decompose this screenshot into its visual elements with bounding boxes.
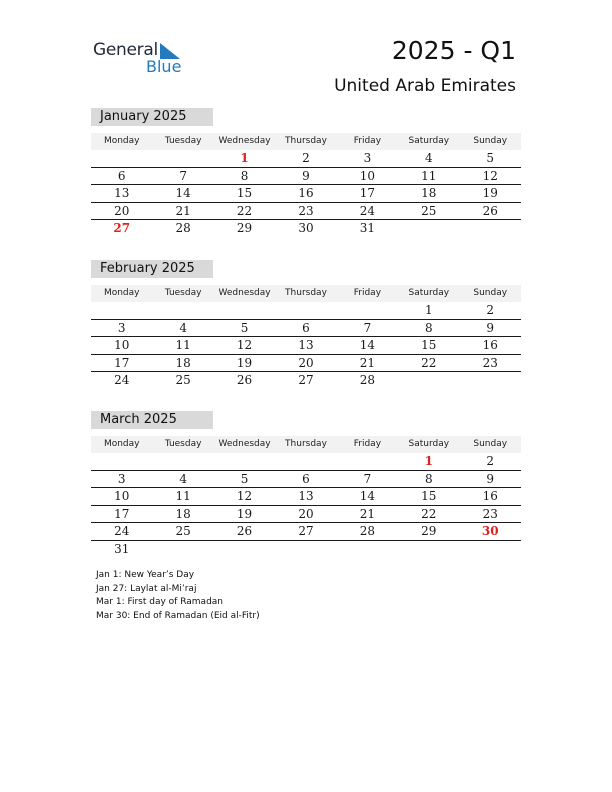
day-cell: 24 xyxy=(114,524,130,538)
empty-day-cell xyxy=(91,453,152,470)
day-cell: 27 xyxy=(298,373,314,387)
day-cell: 20 xyxy=(298,355,314,370)
day-cell: 4 xyxy=(179,320,187,335)
day-cell: 2 xyxy=(486,303,495,317)
week-row xyxy=(91,523,521,541)
weekday-label: Sunday xyxy=(473,288,508,298)
week-row xyxy=(91,337,521,355)
day-cell: 7 xyxy=(179,168,187,183)
day-cell: 10 xyxy=(114,338,130,352)
day-cell: 11 xyxy=(175,338,191,352)
month-title: January 2025 xyxy=(91,108,213,126)
day-cell: 4 xyxy=(179,471,187,486)
holiday-note: Mar 30: End of Ramadan (Eid al-Fitr) xyxy=(96,610,260,621)
day-cell: 12 xyxy=(236,338,253,352)
day-cell: 17 xyxy=(114,506,130,521)
day-cell: 11 xyxy=(175,489,191,503)
weekday-header-row xyxy=(91,436,521,453)
day-cell: 13 xyxy=(298,489,314,503)
day-cell: 5 xyxy=(240,320,249,335)
empty-day-cell xyxy=(152,453,213,470)
holiday-note: Mar 1: First day of Ramadan xyxy=(96,597,223,607)
empty-day-cell xyxy=(152,150,213,167)
page-title: 2025 - Q1 xyxy=(391,36,516,65)
day-cell: 14 xyxy=(359,489,376,503)
weekday-label: Monday xyxy=(103,288,140,298)
month-title: March 2025 xyxy=(91,411,213,429)
weekday-label: Wednesday xyxy=(218,136,271,146)
empty-day-cell xyxy=(275,302,336,319)
day-cell: 23 xyxy=(298,203,314,218)
day-cell: 31 xyxy=(114,541,130,556)
holiday-note: Jan 1: New Year’s Day xyxy=(96,570,195,580)
day-cell: 1 xyxy=(425,303,433,317)
day-cell: 12 xyxy=(236,489,253,503)
week-row xyxy=(91,488,521,506)
logo xyxy=(93,40,193,80)
empty-day-cell xyxy=(275,541,336,558)
empty-day-cell xyxy=(460,541,521,558)
day-cell: 9 xyxy=(486,471,495,486)
weekday-header-row xyxy=(91,285,521,302)
day-cell: 1 xyxy=(240,151,249,165)
weekday-label: Friday xyxy=(353,136,382,146)
week-row xyxy=(91,541,521,558)
day-cell: 27 xyxy=(113,221,131,235)
day-cell: 10 xyxy=(114,489,130,503)
day-cell: 12 xyxy=(482,168,498,183)
empty-day-cell xyxy=(398,541,459,558)
weekday-label: Tuesday xyxy=(164,136,202,146)
day-cell: 7 xyxy=(363,320,372,335)
weekday-label: Tuesday xyxy=(164,439,202,449)
empty-day-cell xyxy=(460,220,521,237)
day-cell: 20 xyxy=(114,203,130,218)
day-cell: 3 xyxy=(117,320,126,335)
logo-word-general: General xyxy=(93,40,158,60)
day-cell: 24 xyxy=(359,203,376,218)
week-row xyxy=(91,220,521,237)
week-row xyxy=(91,471,521,489)
empty-day-cell xyxy=(214,453,275,470)
day-cell: 21 xyxy=(359,355,376,370)
weekday-label: Tuesday xyxy=(164,288,202,298)
weekday-label: Saturday xyxy=(408,439,450,449)
day-cell: 1 xyxy=(424,454,433,468)
day-cell: 23 xyxy=(482,506,498,521)
weekday-label: Sunday xyxy=(473,136,508,146)
holiday-note: Jan 27: Laylat al-Mi’raj xyxy=(96,583,197,594)
day-cell: 22 xyxy=(236,203,253,218)
day-cell: 14 xyxy=(359,338,376,352)
day-cell: 9 xyxy=(486,320,495,335)
day-cell: 14 xyxy=(175,186,191,200)
day-cell: 17 xyxy=(359,186,376,200)
day-cell: 16 xyxy=(482,338,498,352)
day-cell: 30 xyxy=(298,221,314,235)
day-cell: 16 xyxy=(482,489,498,503)
day-cell: 25 xyxy=(421,203,437,218)
day-cell: 11 xyxy=(421,168,437,183)
day-cell: 28 xyxy=(175,221,191,235)
day-cell: 9 xyxy=(302,168,310,183)
week-row xyxy=(91,168,521,186)
week-row xyxy=(91,453,521,471)
day-cell: 13 xyxy=(114,186,130,200)
day-cell: 28 xyxy=(359,373,376,387)
week-row xyxy=(91,302,521,320)
day-cell: 19 xyxy=(236,506,253,521)
empty-day-cell xyxy=(91,150,152,167)
weekday-label: Wednesday xyxy=(218,288,271,298)
weekday-label: Thursday xyxy=(285,439,327,449)
day-cell: 25 xyxy=(175,524,191,538)
day-cell: 22 xyxy=(421,355,437,370)
month-title: February 2025 xyxy=(91,260,213,278)
day-cell: 29 xyxy=(236,221,253,235)
day-cell: 25 xyxy=(175,373,191,387)
day-cell: 28 xyxy=(359,524,376,538)
day-cell: 19 xyxy=(236,355,253,370)
weekday-label: Friday xyxy=(353,439,382,449)
empty-day-cell xyxy=(398,220,459,237)
day-cell: 26 xyxy=(236,373,253,387)
day-cell: 13 xyxy=(298,338,314,352)
day-cell: 24 xyxy=(114,373,130,387)
weekday-label: Friday xyxy=(353,288,382,298)
week-row xyxy=(91,320,521,338)
weekday-label: Monday xyxy=(103,136,140,146)
weekday-label: Saturday xyxy=(408,288,450,298)
day-cell: 18 xyxy=(175,506,191,521)
day-cell: 2 xyxy=(486,454,495,468)
week-row xyxy=(91,150,521,168)
day-cell: 19 xyxy=(482,186,498,200)
weekday-label: Sunday xyxy=(473,439,508,449)
day-cell: 6 xyxy=(117,168,126,183)
weekday-label: Monday xyxy=(103,439,140,449)
day-cell: 18 xyxy=(175,355,191,370)
day-cell: 21 xyxy=(175,203,191,218)
day-cell: 2 xyxy=(302,151,310,165)
day-cell: 8 xyxy=(240,168,249,183)
empty-day-cell xyxy=(152,541,213,558)
day-cell: 20 xyxy=(298,506,314,521)
day-cell: 16 xyxy=(298,186,314,200)
day-cell: 29 xyxy=(421,524,437,538)
day-cell: 15 xyxy=(421,489,437,503)
day-cell: 6 xyxy=(302,320,310,335)
logo-word-blue: Blue xyxy=(146,57,182,76)
day-cell: 8 xyxy=(425,471,433,486)
month-january xyxy=(91,108,521,237)
month-february xyxy=(91,260,521,389)
weekday-label: Thursday xyxy=(285,136,327,146)
weekday-label: Wednesday xyxy=(218,439,271,449)
empty-day-cell xyxy=(337,541,398,558)
weekday-label: Thursday xyxy=(285,288,327,298)
day-cell: 17 xyxy=(114,355,130,370)
empty-day-cell xyxy=(275,453,336,470)
week-row xyxy=(91,372,521,389)
day-cell: 21 xyxy=(359,506,376,521)
country-name: United Arab Emirates xyxy=(334,76,516,96)
day-cell: 10 xyxy=(359,168,376,183)
empty-day-cell xyxy=(337,302,398,319)
day-cell: 5 xyxy=(240,471,249,486)
day-cell: 6 xyxy=(302,471,310,486)
weekday-header-row xyxy=(91,133,521,150)
week-row xyxy=(91,185,521,203)
empty-day-cell xyxy=(337,453,398,470)
day-cell: 4 xyxy=(425,151,433,165)
week-row xyxy=(91,355,521,373)
month-march xyxy=(91,411,521,557)
day-cell: 23 xyxy=(482,355,498,370)
day-cell: 3 xyxy=(117,471,126,486)
day-cell: 5 xyxy=(486,151,495,165)
day-cell: 15 xyxy=(421,338,437,352)
weekday-label: Saturday xyxy=(408,136,450,146)
day-cell: 15 xyxy=(236,186,253,200)
empty-day-cell xyxy=(152,302,213,319)
holiday-notes xyxy=(96,569,260,623)
day-cell: 18 xyxy=(421,186,437,200)
empty-day-cell xyxy=(91,302,152,319)
day-cell: 30 xyxy=(481,524,499,538)
day-cell: 31 xyxy=(359,221,376,235)
empty-day-cell xyxy=(214,302,275,319)
week-row xyxy=(91,506,521,524)
day-cell: 7 xyxy=(363,471,372,486)
day-cell: 26 xyxy=(236,524,253,538)
day-cell: 8 xyxy=(425,320,433,335)
day-cell: 3 xyxy=(363,151,372,165)
day-cell: 22 xyxy=(421,506,437,521)
week-row xyxy=(91,203,521,221)
day-cell: 26 xyxy=(482,203,498,218)
empty-day-cell xyxy=(214,541,275,558)
empty-day-cell xyxy=(460,372,521,389)
day-cell: 27 xyxy=(298,524,314,538)
empty-day-cell xyxy=(398,372,459,389)
